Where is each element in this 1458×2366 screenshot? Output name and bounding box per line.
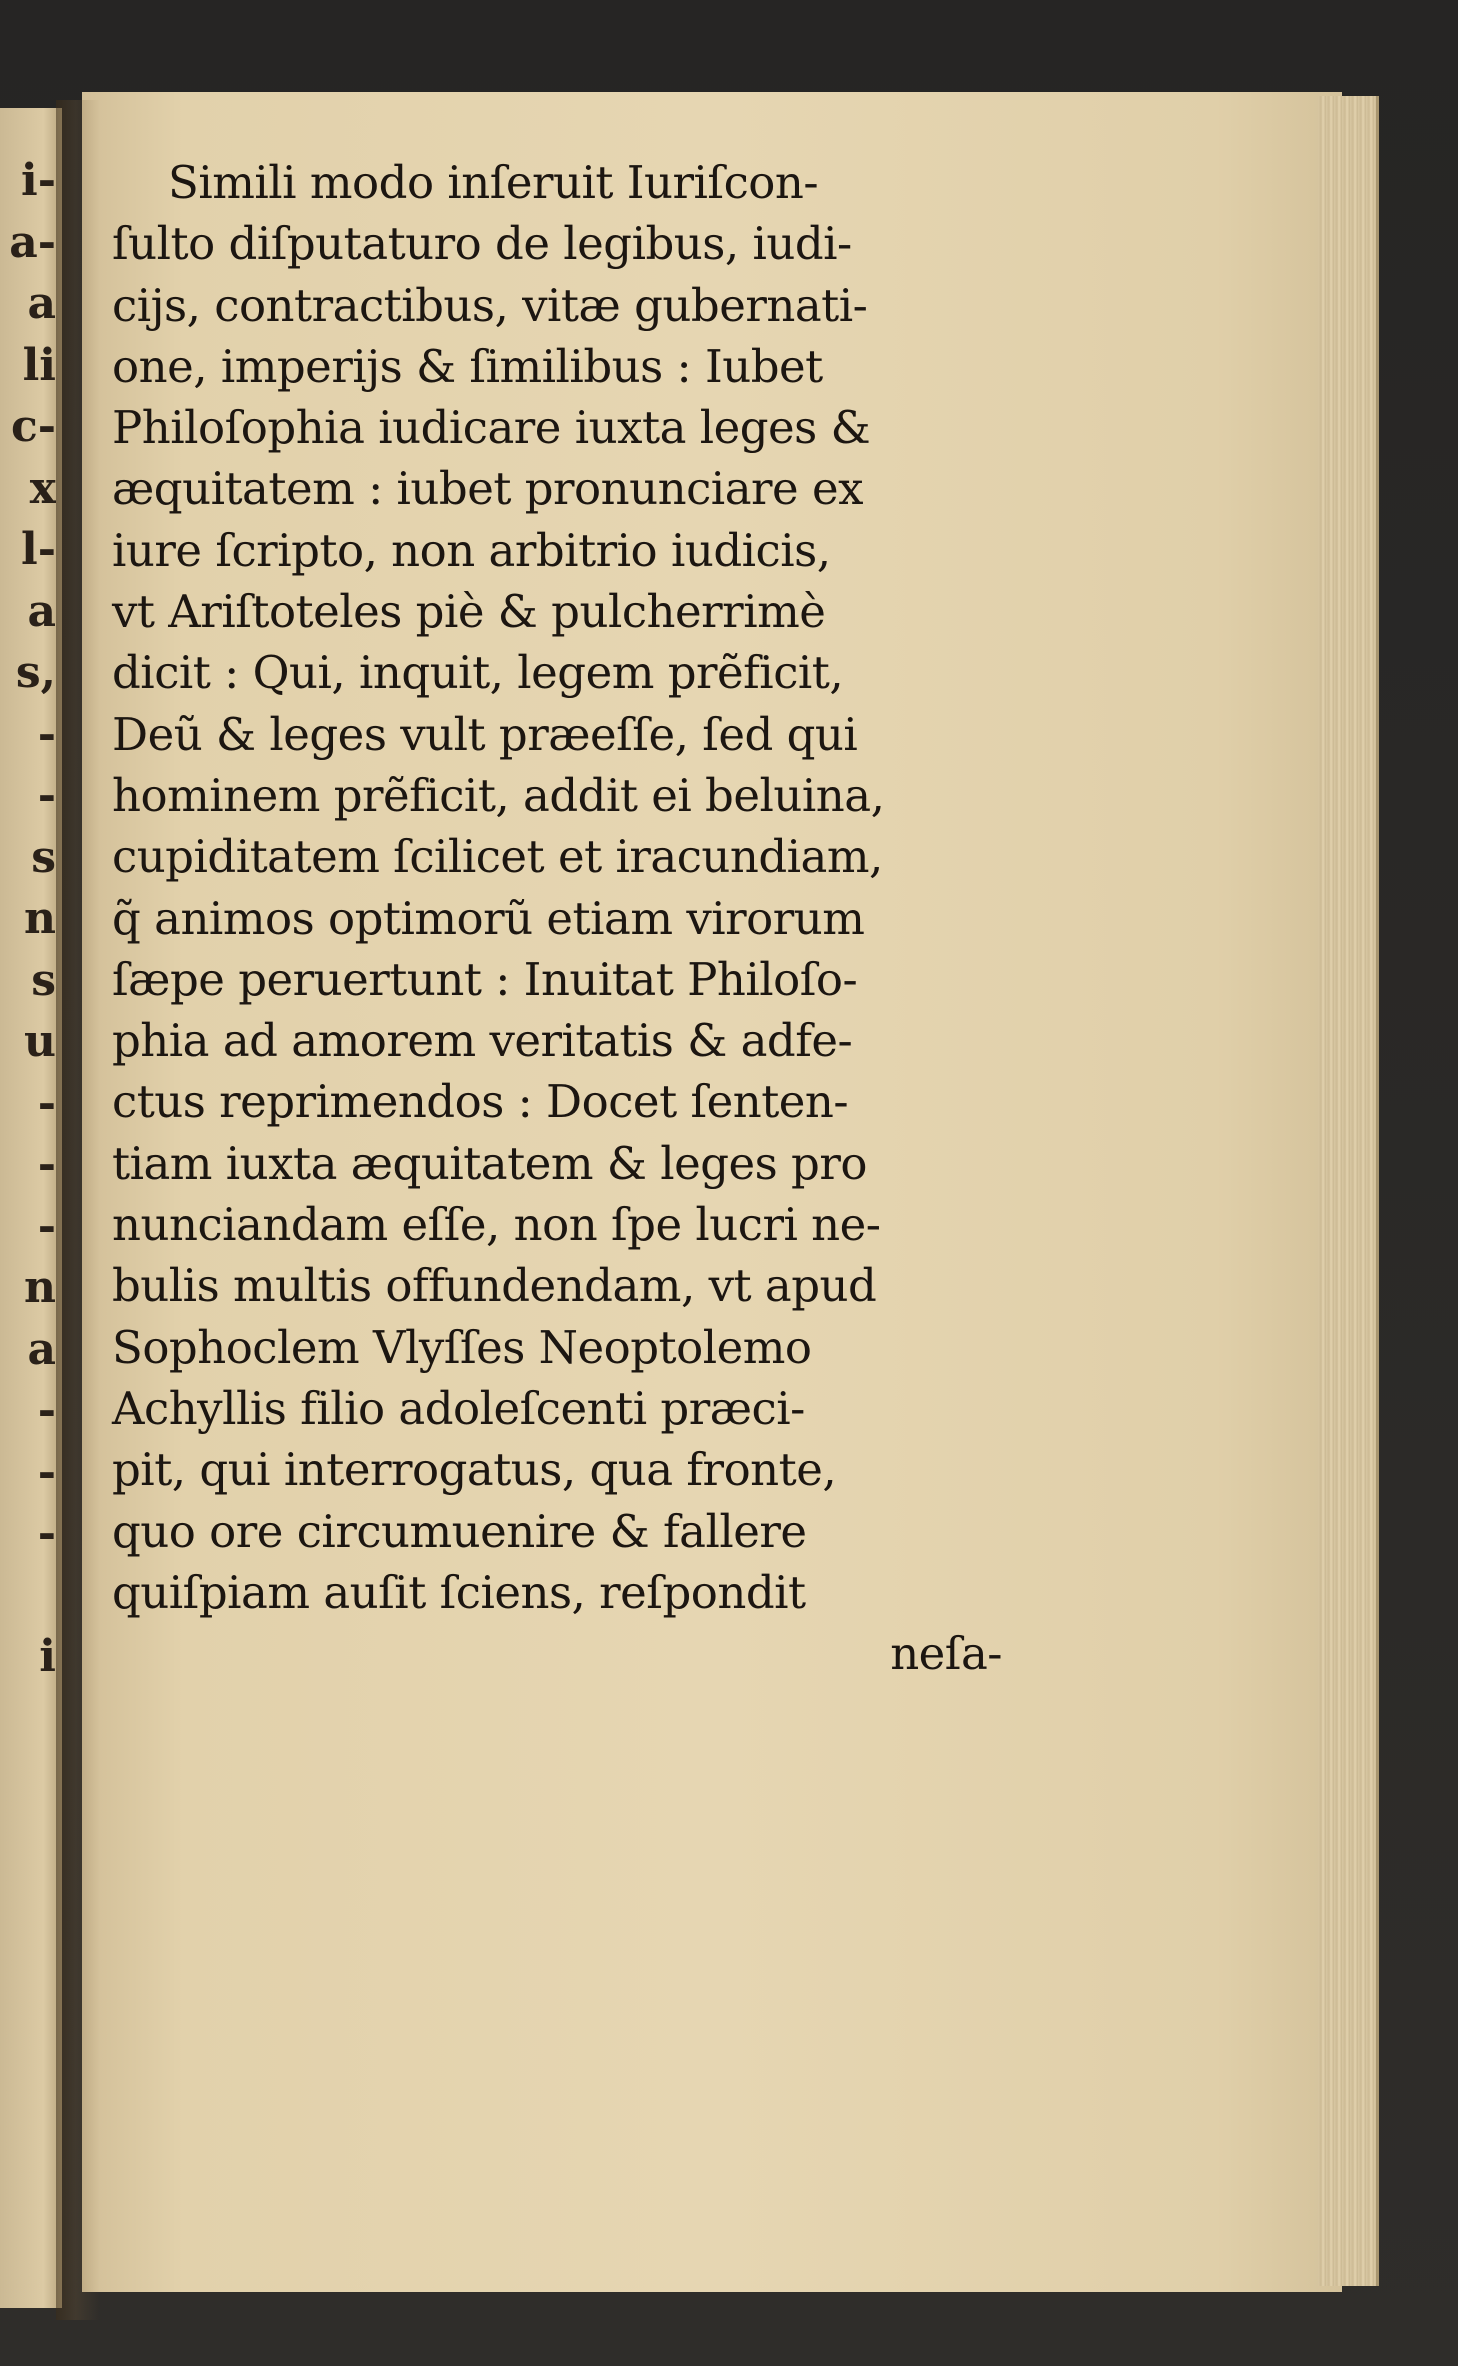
facing-page-fragment: - — [37, 708, 56, 760]
facing-page-fragment: i- — [21, 155, 56, 206]
facing-page-fragment: s, — [15, 647, 56, 698]
facing-page-fragment: - — [37, 770, 56, 821]
facing-page-fragment — [0, 1565, 56, 1627]
text-line: ſæpe peruertunt : Inuitat Philoſo- — [112, 952, 858, 1006]
text-line: quo ore circumuenire & fallere — [112, 1504, 807, 1558]
text-line: Deũ & leges vult præeſſe, ſed qui — [112, 707, 858, 761]
facing-page-text-fragments — [0, 150, 56, 1688]
facing-page-fragment: - — [37, 1385, 56, 1436]
text-line: phia ad amorem veritatis & adfe- — [112, 1014, 853, 1068]
text-line: Simili modo inſeruit Iuriſcon- — [168, 156, 819, 209]
facing-page-fragment: n — [24, 1262, 56, 1313]
facing-page-fragment: x — [29, 462, 56, 514]
page-gutter-shadow — [56, 100, 100, 2320]
text-line: q̃ animos optimorũ etiam virorum — [112, 891, 865, 945]
facing-page-fragment: - — [37, 1200, 56, 1252]
text-line: Achyllis filio adoleſcenti præci- — [112, 1381, 805, 1435]
text-line: vt Ariſtoteles piè & pulcherrimè — [112, 585, 826, 639]
facing-page-fragment: i — [39, 1631, 56, 1682]
facing-page-fragment: a — [27, 585, 56, 637]
facing-page-fragment: s — [31, 831, 56, 883]
text-line: hominem prẽficit, addit ei beluina, — [112, 768, 885, 822]
catchword: neſa- — [890, 1627, 1002, 1681]
text-line: cijs, contractibus, vitæ gubernati- — [112, 278, 868, 332]
text-line: ſulto diſputaturo de legibus, iudi- — [112, 217, 852, 271]
text-line: nunciandam eſſe, non ſpe lucri ne- — [112, 1198, 881, 1252]
text-line: dicit : Qui, inquit, legem prẽficit, — [112, 646, 844, 700]
facing-page-fragment: - — [37, 1139, 56, 1190]
text-line: æquitatem : iubet pronunciare ex — [112, 462, 863, 516]
page-fore-edge — [1318, 96, 1379, 2286]
text-line: tiam iuxta æquitatem & leges pro — [112, 1136, 867, 1190]
facing-page-fragment: a — [27, 278, 56, 329]
facing-page-fragment: n — [24, 893, 56, 944]
facing-page-fragment: a — [27, 1323, 56, 1375]
facing-page-fragment: l- — [21, 524, 56, 575]
text-line: pit, qui interrogatus, qua fronte, — [112, 1443, 837, 1497]
text-line: one, imperijs & ſimilibus : Iubet — [112, 339, 823, 393]
facing-page-fragment: - — [37, 1446, 56, 1498]
facing-page-fragment: u — [24, 1016, 56, 1067]
facing-page-fragment: c- — [10, 401, 56, 452]
text-line: ctus reprimendos : Docet ſenten- — [112, 1075, 849, 1129]
text-line: cupiditatem ſcilicet et iracundiam, — [112, 830, 883, 884]
text-line: Philoſophia iudicare iuxta leges & — [112, 401, 871, 455]
facing-page-fragment: - — [37, 1508, 56, 1559]
text-line: bulis multis offundendam, vt apud — [112, 1259, 877, 1313]
facing-page-fragment: li — [22, 339, 56, 391]
page-text-block — [112, 152, 1012, 1684]
facing-page-fragment: s — [31, 954, 56, 1006]
text-line: quiſpiam auſit ſciens, reſpondit — [112, 1565, 806, 1619]
facing-page-fragment: a- — [9, 216, 56, 268]
text-line: iure ſcripto, non arbitrio iudicis, — [112, 523, 831, 577]
facing-page-fragment: - — [37, 1077, 56, 1129]
text-line: Sophoclem Vlyſſes Neoptolemo — [112, 1320, 812, 1374]
